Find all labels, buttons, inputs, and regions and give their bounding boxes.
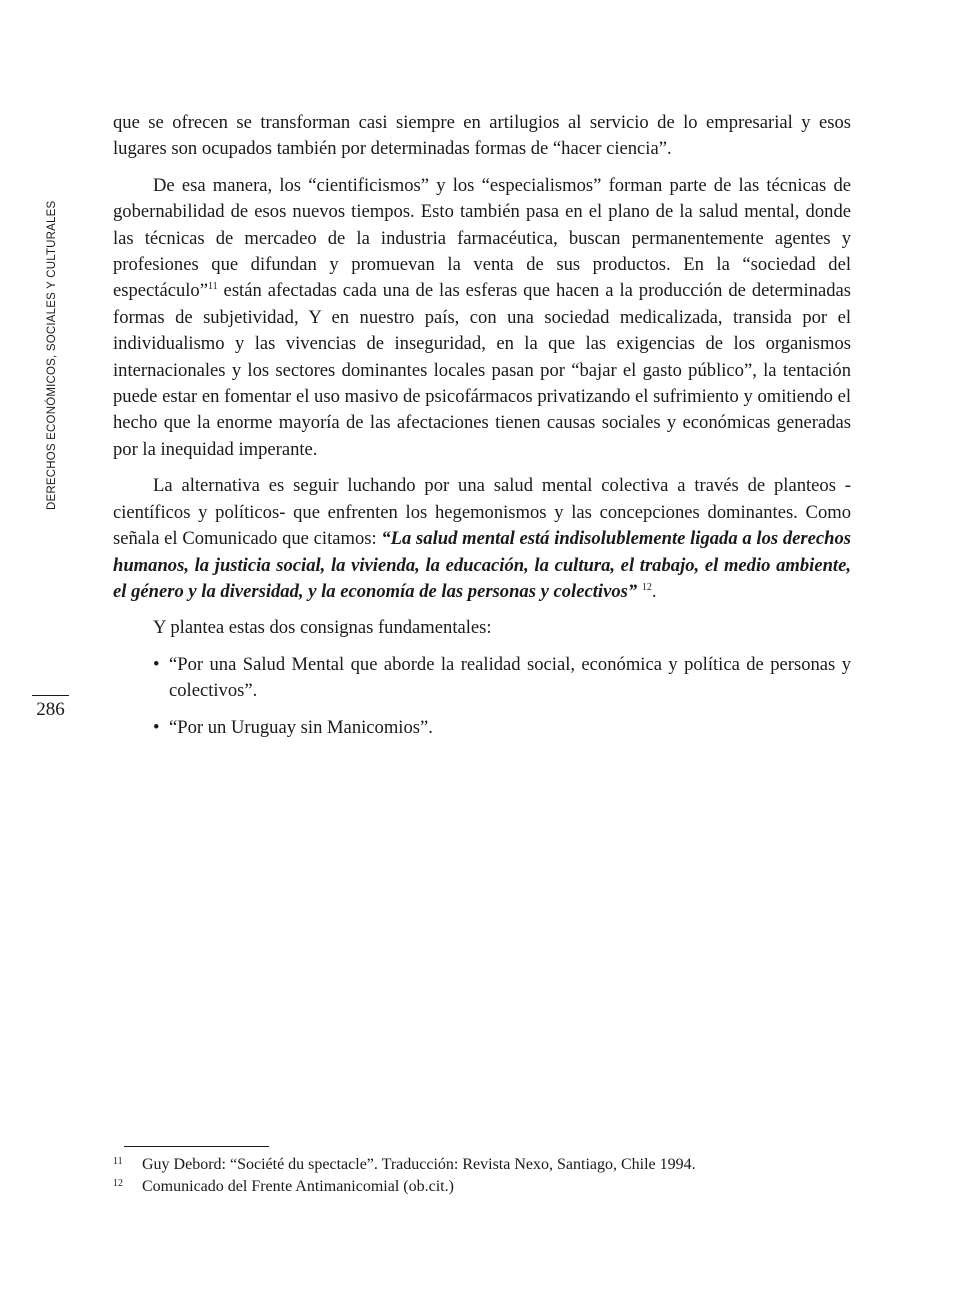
paragraph-3-end: . — [651, 580, 657, 602]
body-text — [113, 110, 851, 751]
bullet-icon: • — [153, 716, 160, 738]
footnote — [113, 1176, 853, 1198]
list-item-text: “Por un Uruguay sin Manicomios”. — [169, 716, 433, 738]
bullet-icon: • — [153, 653, 160, 675]
slogan-list — [113, 652, 851, 741]
footnote-rule — [124, 1146, 269, 1147]
page-number: 286 — [36, 699, 65, 720]
footnotes — [113, 1154, 853, 1198]
footnote-number: 11 — [113, 1156, 123, 1167]
paragraph-3 — [113, 473, 851, 605]
paragraph-3-quote: “La salud mental está indisolublemente ligada a los derechos humanos, la justicia social, la vivienda, la educación, la cultura, el trabajo, el medio ambiente, el género y la diversidad, y la economía de las personas y colectivos” — [113, 528, 851, 602]
paragraph-4: Y plantea estas dos consignas fundamentales: — [153, 617, 492, 639]
paragraph-1: que se ofrecen se transforman casi siempre en artilugios al servicio de lo empresarial y esos lugares son ocupados también por determinadas formas de “hacer ciencia”. — [113, 112, 851, 160]
footnote — [113, 1154, 853, 1176]
list-item — [153, 715, 851, 741]
running-header-vertical: DERECHOS ECONÓMICOS, SOCIALES Y CULTURALES — [46, 200, 58, 510]
page-number-rule — [32, 695, 69, 696]
footnote-number: 12 — [113, 1178, 123, 1189]
list-item — [153, 652, 851, 705]
footnote-ref-11: 11 — [207, 281, 218, 293]
paragraph-3-text: La alternativa es seguir luchando por una salud mental colectiva a través de planteos -científicos y políticos- que enfrenten los hegemonismos y las concepciones dominantes. Como señala el Comunicado que citamos: — [113, 475, 851, 550]
list-item-text: “Por una Salud Mental que aborde la realidad social, económica y política de personas y colectivos”. — [169, 653, 851, 702]
footnote-text: Guy Debord: “Société du spectacle”. Traducción: Revista Nexo, Santiago, Chile 1994. — [142, 1156, 696, 1173]
paragraph-2-text-a: De esa manera, los “cientificismos” y los “especialismos” forman parte de las técnicas de gobernabilidad de esos nuevos tiempos. Esto también pasa en el plano de la salud mental, donde las técnicas de mercadeo de la industria farmacéutica, buscan permanentemente agentes y profesiones que difundan y promuevan la venta de sus productos. En la “sociedad del espectáculo” — [113, 174, 851, 302]
footnote-ref-12: 12 — [641, 581, 652, 593]
paragraph-2 — [113, 173, 851, 463]
paragraph-2-text-b: están afectadas cada una de las esferas que hacen a la producción de determinadas formas de subjetividad, Y en nuestro país, con una sociedad medicalizada, transida por el individualismo y las vivencias de inseguridad, en la que las exigencias de los organismos internacionales y los sectores dominantes locales pasan por “bajar el gasto público”, la tentación puede estar en fomentar el uso masivo de psicofármacos privatizando el sufrimiento y omitiendo el hecho que la enorme mayoría de las afectaciones tienen causas sociales y económicas generadas por la inequidad imperante. — [113, 280, 851, 460]
footnote-text: Comunicado del Frente Antimanicomial (ob.cit.) — [142, 1178, 454, 1195]
